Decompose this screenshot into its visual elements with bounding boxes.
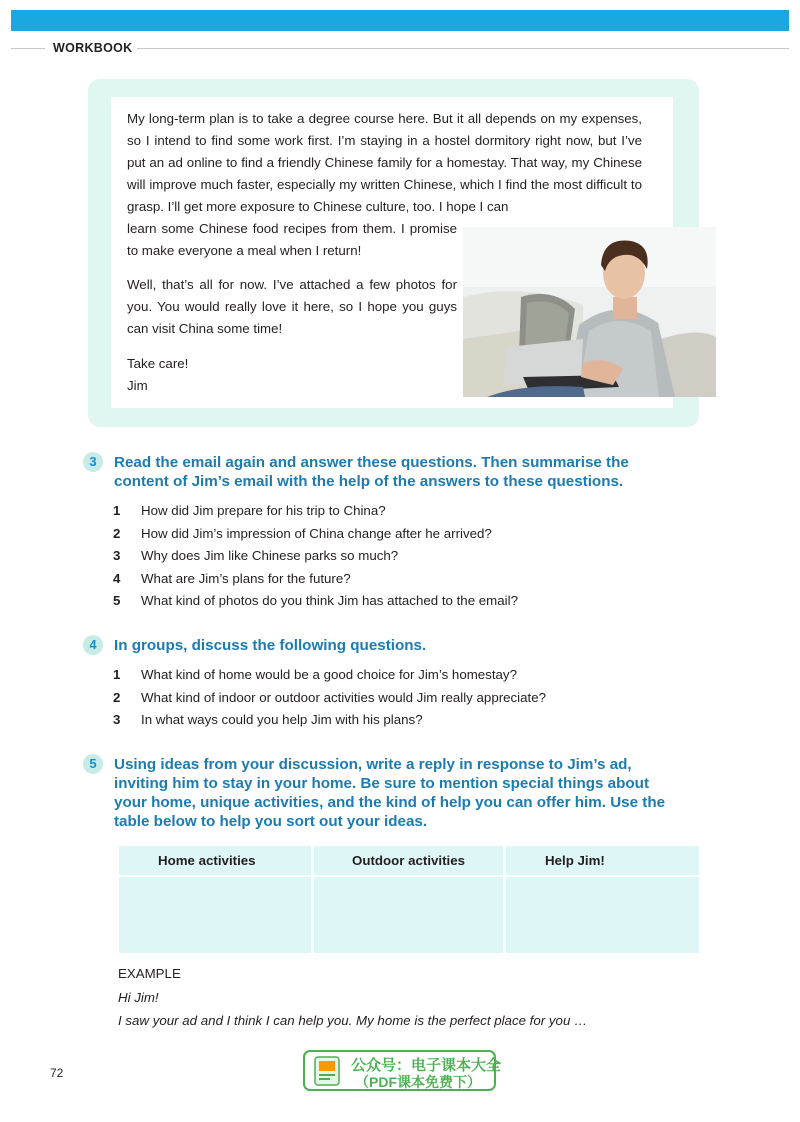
email-paragraph-2: Well, that’s all for now. I’ve attached a few photos for you. You would really love it here, so I hope you guys can visit China some time! bbox=[127, 277, 457, 336]
ideas-table bbox=[119, 846, 699, 953]
question-number: 1 bbox=[113, 667, 121, 682]
signoff-name: Jim bbox=[127, 378, 148, 393]
table-cell-home[interactable] bbox=[119, 877, 311, 953]
stamp-text-line-2: （PDF课本免费下） bbox=[355, 1074, 481, 1090]
section-5-line-4: table below to help you sort out your ideas. bbox=[114, 813, 428, 830]
section-3-line-1: Read the email again and answer these questions. Then summarise the bbox=[114, 454, 629, 471]
section-3-instruction bbox=[114, 453, 629, 491]
table-header-home: Home activities bbox=[158, 853, 256, 868]
section-5-instruction bbox=[114, 755, 665, 831]
book-logo-icon bbox=[313, 1055, 341, 1087]
example-line-2: I saw your ad and I think I can help you. My home is the perfect place for you … bbox=[118, 1013, 588, 1028]
question-text: What kind of photos do you think Jim has attached to the email? bbox=[141, 593, 518, 608]
section-5-line-1: Using ideas from your discussion, write a reply in response to Jim’s ad, bbox=[114, 756, 632, 773]
table-header-cell bbox=[119, 846, 311, 875]
table-header-cell bbox=[506, 846, 699, 875]
header-rule-left bbox=[11, 48, 45, 49]
section-3-number: 3 bbox=[83, 452, 103, 472]
question-text: What are Jim’s plans for the future? bbox=[141, 570, 351, 586]
email-paragraph-1-continued: learn some Chinese food recipes from them. I promise to make everyone a meal when I return! bbox=[127, 221, 457, 258]
question-text: What kind of indoor or outdoor activities would Jim really appreciate? bbox=[141, 689, 547, 705]
question-number: 5 bbox=[113, 593, 121, 608]
top-accent-bar bbox=[11, 10, 789, 31]
question-text: Why does Jim like Chinese parks so much? bbox=[141, 548, 399, 563]
example-line-1: Hi Jim! bbox=[118, 990, 159, 1005]
question-number: 3 bbox=[113, 548, 121, 563]
workbook-label: WORKBOOK bbox=[53, 41, 133, 55]
section-5-number: 5 bbox=[83, 754, 103, 774]
section-3-line-2: content of Jim’s email with the help of the answers to these questions. bbox=[114, 473, 624, 490]
question-text: In what ways could you help Jim with his plans? bbox=[141, 712, 423, 727]
header-rule-right bbox=[137, 48, 789, 49]
table-header-help: Help Jim! bbox=[545, 853, 605, 868]
table-cell-outdoor[interactable] bbox=[314, 877, 503, 953]
question-number: 3 bbox=[113, 712, 121, 727]
question-text: How did Jim prepare for his trip to China? bbox=[141, 503, 386, 518]
table-header-cell bbox=[314, 846, 503, 875]
signoff-greeting: Take care! bbox=[127, 356, 189, 371]
table-header-outdoor: Outdoor activities bbox=[352, 853, 466, 868]
page-number: 72 bbox=[50, 1066, 64, 1080]
question-text: How did Jim’s impression of China change after he arrived? bbox=[141, 525, 492, 541]
email-paragraph-1: My long-term plan is to take a degree course here. But it all depends on my expenses, so I intend to find some work first. I’m staying in a hostel dormitory right now, but I’ve put an ad online to find a friendly Chinese family for a homestay. That way, my Chinese will improve much faster, especially my written Chinese, which I find the most difficult to grasp. I’ll get more exposure to Chinese culture, too. I hope I can bbox=[127, 111, 642, 214]
question-number: 4 bbox=[113, 570, 121, 586]
email-signoff bbox=[127, 353, 327, 397]
man-with-laptop-photo bbox=[463, 227, 716, 397]
section-4-instruction: In groups, discuss the following questions. bbox=[114, 637, 427, 654]
question-text: What kind of home would be a good choice for Jim’s homestay? bbox=[141, 667, 517, 682]
question-number: 1 bbox=[113, 503, 121, 518]
section-4-number: 4 bbox=[83, 635, 103, 655]
question-number: 2 bbox=[113, 525, 121, 541]
question-number: 2 bbox=[113, 689, 121, 705]
stamp-text-line-1: 公众号：电子课本大全 bbox=[351, 1057, 502, 1074]
section-5-line-2: inviting him to stay in your home. Be sure to mention special things about bbox=[114, 775, 649, 792]
watermark-stamp bbox=[303, 1050, 502, 1091]
section-5-line-3: your home, unique activities, and the kind of help you can offer him. Use the bbox=[114, 794, 666, 811]
table-cell-help[interactable] bbox=[506, 877, 699, 953]
example-label: EXAMPLE bbox=[118, 966, 181, 981]
